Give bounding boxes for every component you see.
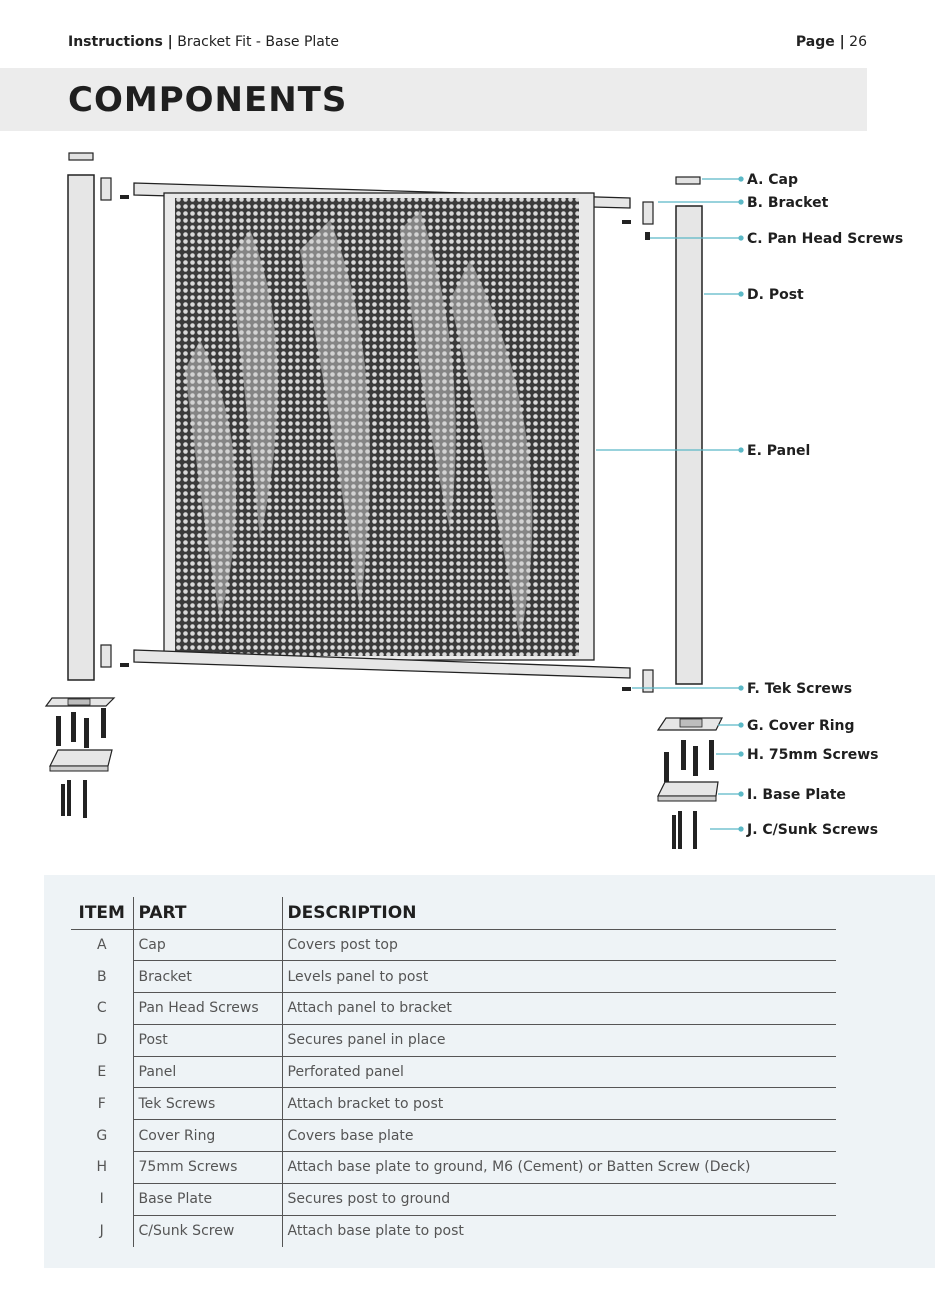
left-screw-top <box>120 195 129 199</box>
header-page-bold: Page | <box>795 34 845 50</box>
cell-item: I <box>99 1191 104 1208</box>
right-bracket-top <box>643 202 653 224</box>
cell-description: Levels panel to post <box>282 961 836 993</box>
table-row <box>71 993 836 1025</box>
cell-description: Secures post to ground <box>282 1183 836 1215</box>
cell-item: B <box>96 968 107 985</box>
cell-item: H <box>96 1159 108 1176</box>
left-post <box>68 175 94 680</box>
right-cover-ring-hole <box>680 719 702 727</box>
cell-part: Tek Screws <box>133 1088 282 1120</box>
left-base-plate-front <box>50 766 108 771</box>
header-section-text: Bracket Fit - Base Plate <box>177 34 339 50</box>
callout-labels <box>746 172 903 838</box>
cell-description: Covers post top <box>282 929 836 961</box>
cell-part: Post <box>133 1024 282 1056</box>
callout-a: A. Cap <box>747 172 799 188</box>
callout-i: I. Base Plate <box>747 787 846 803</box>
parts-table-panel <box>44 875 935 1268</box>
left-bracket-bottom <box>101 645 111 667</box>
cell-item: A <box>96 937 107 954</box>
right-base-plate <box>658 782 718 796</box>
header-description: DESCRIPTION <box>282 897 836 929</box>
parts-table <box>71 897 836 1247</box>
table-header-row <box>71 897 836 929</box>
cell-description: Attach base plate to ground, M6 (Cement) or Batten Screw (Deck) <box>282 1152 836 1184</box>
left-75mm-screws <box>56 708 106 748</box>
callout-f: F. Tek Screws <box>747 681 853 697</box>
callout-e: E. Panel <box>747 443 811 459</box>
right-tek-screw <box>622 687 631 691</box>
header-item: ITEM <box>71 897 133 929</box>
cell-part: Base Plate <box>133 1183 282 1215</box>
right-assembly <box>622 177 722 849</box>
panel <box>134 183 630 678</box>
callout-b: B. Bracket <box>747 195 829 211</box>
right-post <box>676 206 702 684</box>
table-row <box>71 1056 836 1088</box>
table-row <box>71 1183 836 1215</box>
table-row <box>71 1088 836 1120</box>
table-row <box>71 1152 836 1184</box>
table-row <box>71 929 836 961</box>
right-screw-top <box>622 220 631 224</box>
header-section-bold: Instructions | <box>68 34 173 50</box>
callout-h: H. 75mm Screws <box>747 747 879 763</box>
table-row <box>71 1120 836 1152</box>
left-cap <box>69 153 93 160</box>
cell-part: Cover Ring <box>133 1120 282 1152</box>
cell-description: Attach panel to bracket <box>282 993 836 1025</box>
cell-description: Attach bracket to post <box>282 1088 836 1120</box>
cell-part: Pan Head Screws <box>133 993 282 1025</box>
callout-g: G. Cover Ring <box>747 718 855 734</box>
table-row <box>71 1215 836 1247</box>
left-csunk-screws <box>61 780 87 818</box>
table-row <box>71 961 836 993</box>
cell-description: Perforated panel <box>282 1056 836 1088</box>
title-band <box>0 68 867 131</box>
right-bracket-bottom <box>643 670 653 692</box>
left-bracket-top <box>101 178 111 200</box>
page-header <box>68 34 867 54</box>
right-75mm-screws <box>664 740 714 782</box>
header-page <box>796 34 867 50</box>
cell-item: E <box>97 1064 107 1081</box>
right-pan-screw <box>645 232 650 240</box>
page-title: COMPONENTS <box>68 80 348 120</box>
cell-description: Secures panel in place <box>282 1024 836 1056</box>
cell-item: D <box>96 1032 108 1049</box>
right-csunk-screws <box>672 811 697 849</box>
left-screw-bottom <box>120 663 129 667</box>
header-section <box>68 34 339 50</box>
cell-description: Attach base plate to post <box>282 1215 836 1247</box>
cell-part: Panel <box>133 1056 282 1088</box>
cell-item: C <box>96 1000 107 1017</box>
cell-part: Bracket <box>133 961 282 993</box>
left-base-plate <box>50 750 112 766</box>
right-cap <box>676 177 700 184</box>
cell-description: Covers base plate <box>282 1120 836 1152</box>
components-diagram <box>0 140 935 860</box>
left-assembly <box>46 153 129 818</box>
cell-part: 75mm Screws <box>133 1152 282 1184</box>
callout-c: C. Pan Head Screws <box>747 231 904 247</box>
table-row <box>71 1024 836 1056</box>
cell-part: C/Sunk Screw <box>133 1215 282 1247</box>
right-base-plate-front <box>658 796 716 801</box>
header-part: PART <box>133 897 282 929</box>
cell-item: G <box>96 1127 108 1144</box>
callout-j: J. C/Sunk Screws <box>747 822 879 838</box>
cell-part: Cap <box>133 929 282 961</box>
cell-item: F <box>97 1095 106 1112</box>
callout-d: D. Post <box>747 287 804 303</box>
header-page-number: 26 <box>849 34 867 50</box>
cell-item: J <box>99 1223 104 1240</box>
callout-lines <box>596 177 743 831</box>
left-cover-ring-hole <box>68 699 90 705</box>
